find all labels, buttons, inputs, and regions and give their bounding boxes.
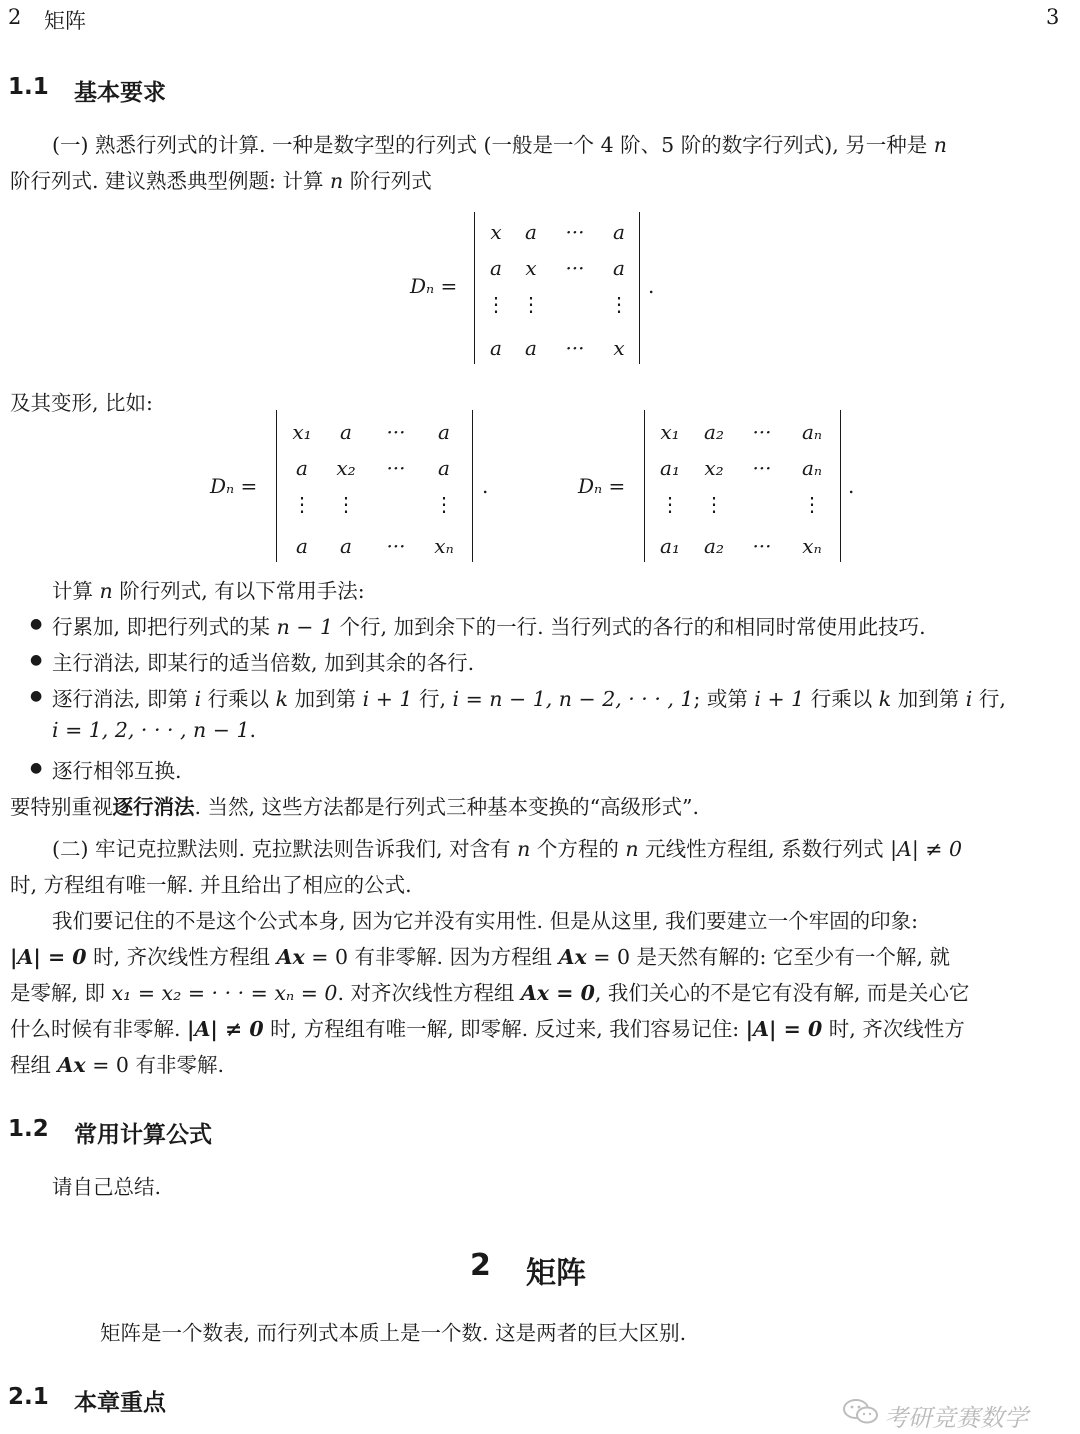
det2-cell: a [438,456,450,480]
det2-cell: ⋮ [434,492,454,516]
chapter-intro: 矩阵是一个数表, 而行列式本质上是一个数. 这是两者的巨大区别. [100,1321,687,1345]
bullet-dot: ● [30,688,43,704]
det1-cell: a [613,256,625,280]
determinant-3-right-bar [840,410,841,562]
det1-cell: a [490,336,502,360]
determinant-3-left-bar [644,410,645,562]
section-1-2-number: 1.2 [8,1116,49,1142]
det3-cell: a₁ [660,456,680,480]
bullet-dot: ● [30,652,43,668]
bullet-adjacent-swap: 逐行相邻互换. [52,759,182,783]
det3-cell: a₁ [660,534,680,558]
page-number: 3 [1046,5,1060,29]
section-1-2-title: 常用计算公式 [74,1122,212,1148]
determinant-3-period: . [848,474,855,498]
determinant-2-period: . [482,474,489,498]
section-2-1-number: 2.1 [8,1384,49,1410]
det2-cell: ··· [386,456,406,480]
para3-line1: 我们要记住的不是这个公式本身, 因为它并没有实用性. 但是从这里, 我们要建立一个牢固的印象: [52,909,919,933]
det3-cell: xₙ [802,534,822,558]
det2-cell: x₂ [336,456,356,480]
emphasis-line: 要特别重视逐行消法. 当然, 这些方法都是行列式三种基本变换的“高级形式”. [10,795,700,819]
det2-cell: a [296,534,308,558]
det1-cell: x [525,256,537,280]
para3-line2: |A| = 0 时, 齐次线性方程组 Ax = 0 有非零解. 因为方程组 Ax = 0 是天然有解的: 它至少有一个解, 就 [10,945,950,969]
det3-cell: ··· [752,420,772,444]
det1-cell: ··· [565,336,585,360]
header-chapter-number: 2 [8,5,22,29]
para3-line4: 什么时候有非零解. |A| ≠ 0 时, 方程组有唯一解, 即零解. 反过来, 我们容易记住: |A| = 0 时, 齐次线性方 [10,1017,965,1041]
determinant-1 [410,212,670,367]
det1-cell: ⋮ [609,292,629,316]
det1-cell: ··· [565,256,585,280]
det2-cell: a [340,534,352,558]
summary-note: 请自己总结. [52,1175,162,1199]
section-1-1-number: 1.1 [8,74,49,100]
section-1-1-title: 基本要求 [74,80,166,106]
det1-cell: a [490,256,502,280]
determinant-2-left-bar [276,410,277,562]
bullet-dot: ● [30,616,43,632]
para1-line2: 阶行列式. 建议熟悉典型例题: 计算 n 阶行列式 [10,169,432,193]
det1-cell: a [613,220,625,244]
det3-cell: ⋮ [704,492,724,516]
methods-intro: 计算 n 阶行列式, 有以下常用手法: [52,579,365,603]
para2-line2: 时, 方程组有唯一解. 并且给出了相应的公式. [10,873,412,897]
determinant-2 [210,410,510,565]
det1-cell: x [613,336,625,360]
det3-cell: a₂ [704,420,724,444]
watermark-text: 考研竞赛数学 [884,1404,1028,1432]
det2-cell: ··· [386,534,406,558]
para3-line5: 程组 Ax = 0 有非零解. [10,1053,224,1077]
det2-cell: ··· [386,420,406,444]
det3-cell: x₁ [660,420,680,444]
determinant-2-label: Dₙ = [210,474,258,498]
det1-cell: ⋮ [486,292,506,316]
determinant-1-left-bar [474,212,475,364]
det1-cell: a [525,220,537,244]
det2-cell: a [296,456,308,480]
determinant-3 [578,410,878,565]
bullet-row-by-row-cont: i = 1, 2, · · · , n − 1. [52,718,257,742]
chapter-2-title: 矩阵 [526,1256,586,1291]
det1-cell: ⋮ [521,292,541,316]
det3-cell: aₙ [801,420,823,444]
bullet-row-by-row: 逐行消法, 即第 i 行乘以 k 加到第 i + 1 行, i = n − 1, n − 2, · · · , 1; 或第 i + 1 行乘以 k 加到第 i 行, [52,687,1006,711]
det3-cell: ⋮ [660,492,680,516]
header-chapter-title: 矩阵 [44,9,86,33]
det3-cell: ··· [752,534,772,558]
det1-cell: a [525,336,537,360]
det3-cell: x₂ [704,456,724,480]
determinant-2-right-bar [472,410,473,562]
det2-cell: a [340,420,352,444]
det2-cell: xₙ [434,534,454,558]
det2-cell: ⋮ [292,492,312,516]
chapter-2-number: 2 [470,1248,491,1283]
det2-cell: x₁ [292,420,312,444]
bullet-main-row: 主行消法, 即某行的适当倍数, 加到其余的各行. [52,651,475,675]
det1-cell: ··· [565,220,585,244]
determinant-1-label: Dₙ = [410,274,458,298]
determinant-3-label: Dₙ = [578,474,626,498]
bullet-row-sum: 行累加, 即把行列式的某 n − 1 个行, 加到余下的一行. 当行列式的各行的和相同时常使用此技巧. [52,615,926,639]
det3-cell: ··· [752,456,772,480]
det3-cell: ⋮ [802,492,822,516]
determinant-1-period: . [648,274,655,298]
para3-line3: 是零解, 即 x₁ = x₂ = · · · = xₙ = 0. 对齐次线性方程组 Ax = 0, 我们关心的不是它有没有解, 而是关心它 [10,981,970,1005]
det1-cell: x [490,220,502,244]
det3-cell: a₂ [704,534,724,558]
det2-cell: a [438,420,450,444]
det2-cell: ⋮ [336,492,356,516]
determinant-1-right-bar [639,212,640,364]
det3-cell: aₙ [801,456,823,480]
wechat-icon [842,1398,882,1428]
para1-line1: (一) 熟悉行列式的计算. 一种是数字型的行列式 (一般是一个 4 阶、5 阶的数字行列式), 另一种是 n [52,133,947,157]
para2-line1: (二) 牢记克拉默法则. 克拉默法则告诉我们, 对含有 n 个方程的 n 元线性方程组, 系数行列式 |A| ≠ 0 [52,837,962,861]
section-2-1-title: 本章重点 [74,1390,166,1416]
variants-intro: 及其变形, 比如: [10,391,153,415]
bullet-dot: ● [30,760,43,776]
